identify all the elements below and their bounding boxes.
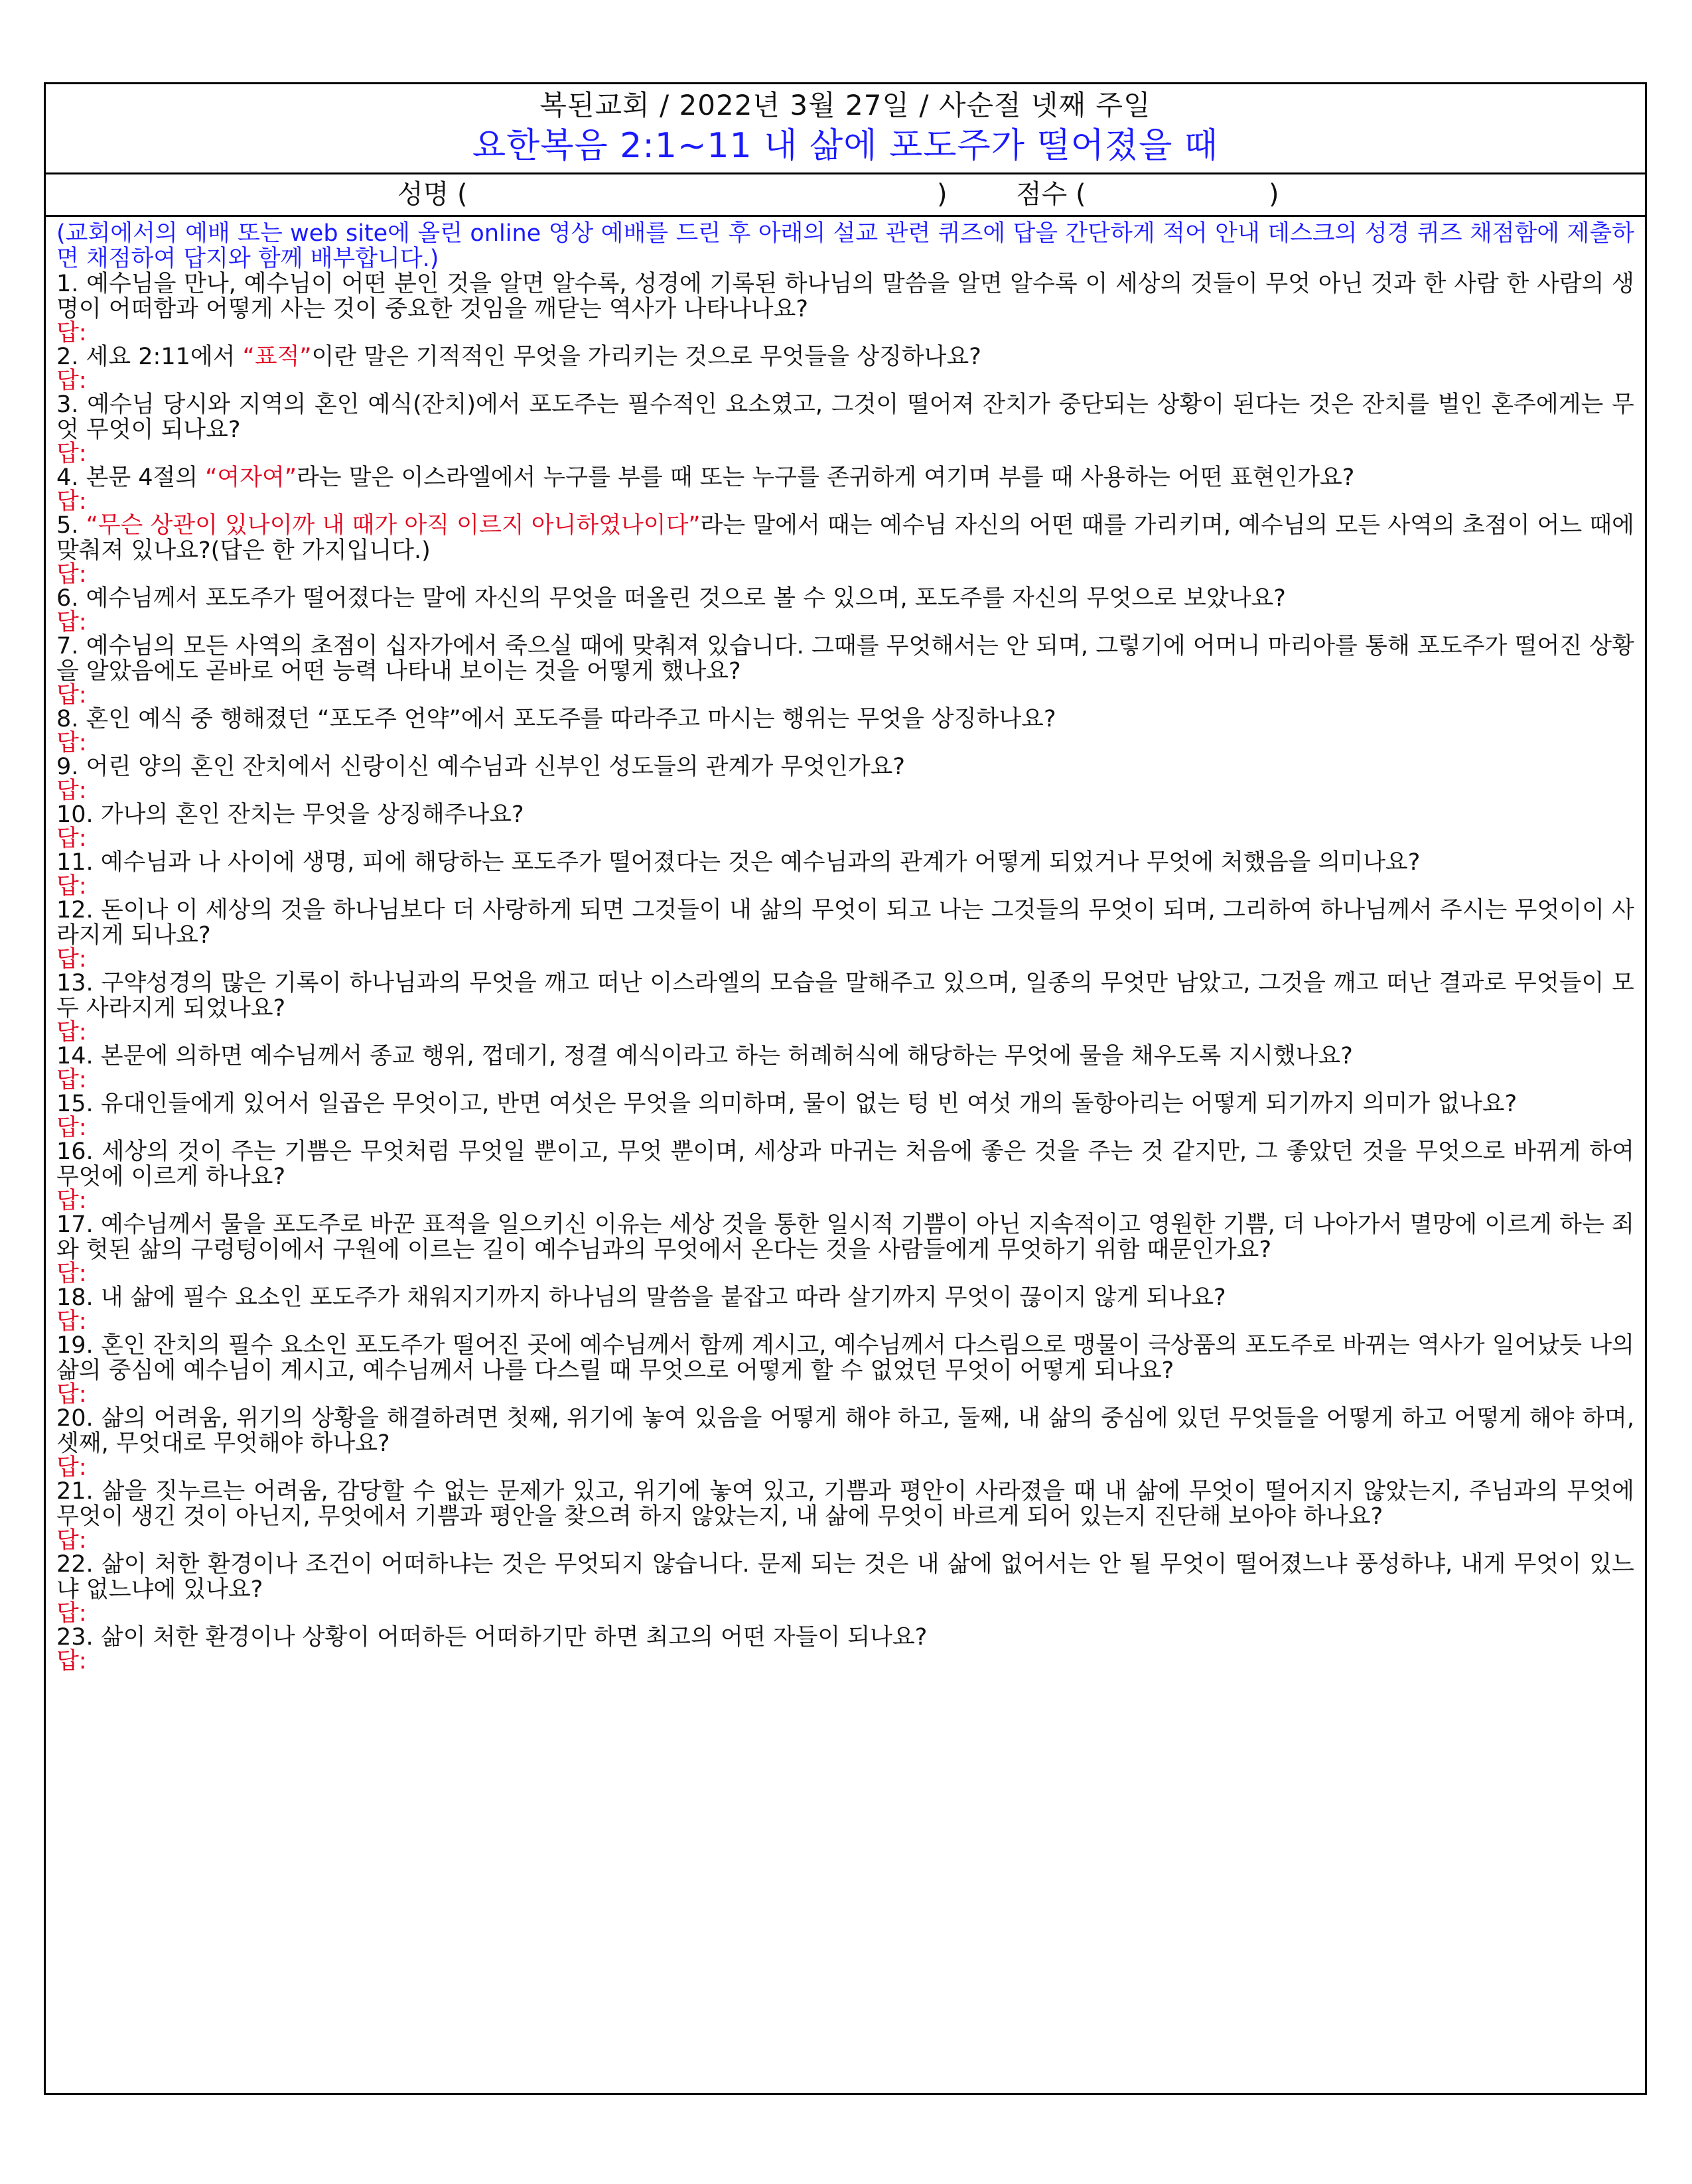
question-text: 10. 가나의 혼인 잔치는 무엇을 상징해주나요? [56, 801, 524, 828]
question-12 [56, 898, 1634, 948]
answer-label: 답: [56, 1381, 87, 1408]
question-16 [56, 1139, 1634, 1190]
question-text-rest: 라는 말에서 때는 예수님 자신의 어떤 때를 가리키며, 예수님의 모든 사역의 초점이 어느 때에 맞춰져 있나요?(답은 한 가지입니다.) [56, 512, 1634, 564]
answer-label: 답: [56, 730, 87, 756]
score-close: ) [1269, 179, 1279, 210]
answer-label: 답: [56, 1188, 87, 1214]
question-5 [56, 513, 1634, 563]
answer-label: 답: [56, 368, 87, 394]
answer-label: 답: [56, 1261, 87, 1287]
question-14 [56, 1044, 1634, 1069]
question-10 [56, 802, 1634, 827]
question-text: 20. 삶의 어려움, 위기의 상황을 해결하려면 첫째, 위기에 놓여 있음을 어떻게 해야 하고, 둘째, 내 삶의 중심에 있던 무엇들을 어떻게 하고 어떻게 해야 하며, 셋째, 무엇대로 무엇해야 하나요? [56, 1405, 1634, 1457]
question-text: 17. 예수님께서 물을 포도주로 바꾼 표적을 일으키신 이유는 세상 것을 통한 일시적 기쁨이 아닌 지속적이고 영원한 기쁨, 더 나아가서 멸망에 이르게 하는 죄와 헛된 삶의 구렁텅이에서 구원에 이르는 길이 예수님과의 무엇에서 온다는 것을 사람들에게 무엇하기 위함 때문인가요? [56, 1211, 1634, 1263]
question-6 [56, 586, 1634, 611]
question-text: 1. 예수님을 만나, 예수님이 어떤 분인 것을 알면 알수록, 성경에 기록된 하나님의 말씀을 알면 알수록 이 세상의 것들이 무엇 아닌 것과 한 사람 한 사람의 생명이 어떠함과 어떻게 사는 것이 중요한 것임을 깨닫는 역사가 나타나나요? [56, 271, 1634, 322]
question-text: 19. 혼인 잔치의 필수 요소인 포도주가 떨어진 곳에 예수님께서 함께 계시고, 예수님께서 다스림으로 맹물이 극상품의 포도주로 바뀌는 역사가 일어났듯 나의 삶의 중심에 예수님이 계시고, 예수님께서 나를 다스릴 때 무엇으로 어떻게 할 수 없었던 무엇이 어떻게 되나요? [56, 1332, 1634, 1384]
question-19 [56, 1333, 1634, 1383]
answer-label: 답: [56, 609, 87, 636]
question-21 [56, 1479, 1634, 1529]
answer-label: 답: [56, 946, 87, 973]
question-17 [56, 1212, 1634, 1263]
name-close: ) [937, 179, 948, 210]
answer-label: 답: [56, 1454, 87, 1481]
answer-label: 답: [56, 1600, 87, 1627]
answer-label: 답: [56, 682, 87, 709]
question-23 [56, 1625, 1634, 1650]
answer-label: 답: [56, 1308, 87, 1335]
question-13 [56, 971, 1634, 1021]
question-list [56, 271, 1634, 1672]
church-date-line: 복된교회 / 2022년 3월 27일 / 사순절 넷째 주일 [539, 89, 1151, 121]
highlighted-phrase: “표적” [242, 344, 312, 370]
answer-label: 답: [56, 488, 87, 515]
question-text: 16. 세상의 것이 주는 기쁨은 무엇처럼 무엇일 뿐이고, 무엇 뿐이며, 세상과 마귀는 처음에 좋은 것을 주는 것 같지만, 그 좋았던 것을 무엇으로 바뀌게 하여 무엇에 이르게 하나요? [56, 1138, 1634, 1190]
question-18 [56, 1285, 1634, 1310]
question-text: 21. 삶을 짓누르는 어려움, 감당할 수 없는 문제가 있고, 위기에 놓여 있고, 기쁨과 평안이 사라졌을 때 내 삶에 무엇이 떨어지지 않았는지, 주님과의 무엇에 무엇이 생긴 것이 아닌지, 무엇에서 기쁨과 평안을 찾으려 하지 않았는지, 내 삶에 무엇이 바르게 되어 있는지 진단해 보아야 하나요? [56, 1478, 1634, 1530]
answer-label: 답: [56, 825, 87, 852]
question-text: 9. 어린 양의 혼인 잔치에서 신랑이신 예수님과 신부인 성도들의 관계가 무엇인가요? [56, 754, 905, 780]
question-15 [56, 1091, 1634, 1117]
name-label: 성명 ( [397, 179, 468, 210]
answer-label: 답: [56, 561, 87, 588]
answer-label: 답: [56, 441, 87, 467]
score-label: 점수 ( [1016, 179, 1086, 210]
question-text: 8. 혼인 예식 중 행해졌던 “포도주 언약”에서 포도주를 따라주고 마시는 행위는 무엇을 상징하나요? [56, 706, 1056, 732]
question-7 [56, 634, 1634, 684]
question-text: 18. 내 삶에 필수 요소인 포도주가 채워지기까지 하나님의 말씀을 붙잡고 따라 살기까지 무엇이 끊이지 않게 되나요? [56, 1284, 1226, 1311]
question-text: 12. 돈이나 이 세상의 것을 하나님보다 더 사랑하게 되면 그것들이 내 삶의 무엇이 되고 나는 그것들의 무엇이 되며, 그리하여 하나님께서 주시는 무엇이이 사라지게 되나요? [56, 897, 1634, 949]
sermon-title: 요한복음 2:1~11 내 삶에 포도주가 떨어졌을 때 [472, 126, 1219, 166]
question-4 [56, 465, 1634, 490]
answer-label: 답: [56, 873, 87, 900]
question-text: 4. 본문 4절의 [56, 464, 206, 491]
question-text: 15. 유대인들에게 있어서 일곱은 무엇이고, 반면 여섯은 무엇을 의미하며, 물이 없는 텅 빈 여섯 개의 돌항아리는 어떻게 되기까지 의미가 없나요? [56, 1091, 1517, 1117]
question-20 [56, 1406, 1634, 1456]
question-text: 11. 예수님과 나 사이에 생명, 피에 해당하는 포도주가 떨어졌다는 것은 예수님과의 관계가 어떻게 되었거나 무엇에 처했음을 의미나요? [56, 849, 1421, 876]
question-3 [56, 392, 1634, 443]
question-22 [56, 1552, 1634, 1602]
sheet-header [46, 84, 1645, 174]
question-text: 2. 세요 2:11에서 [56, 344, 243, 370]
highlighted-phrase: “무슨 상관이 있나이까 내 때가 아직 이르지 아니하였나이다” [86, 512, 701, 539]
question-text: 5. [56, 512, 86, 539]
question-1 [56, 271, 1634, 322]
question-text: 6. 예수님께서 포도주가 떨어졌다는 말에 자신의 무엇을 떠올린 것으로 볼 수 있으며, 포도주를 자신의 무엇으로 보았나요? [56, 585, 1286, 612]
answer-label: 답: [56, 320, 87, 346]
question-9 [56, 754, 1634, 780]
question-text: 23. 삶이 처한 환경이나 상황이 어떠하든 어떠하기만 하면 최고의 어떤 자들이 되나요? [56, 1624, 928, 1651]
answer-label: 답: [56, 1527, 87, 1554]
name-score-row [46, 174, 1645, 217]
answer-label: 답: [56, 1648, 87, 1674]
answer-label: 답: [56, 778, 87, 804]
instructions: (교회에서의 예배 또는 web site에 올린 online 영상 예배를 드린 후 아래의 설교 관련 퀴즈에 답을 간단하게 적어 안내 데스크의 성경 퀴즈 채점함에 제출하면 채점하여 답지와 함께 배부합니다.) [56, 220, 1634, 272]
answer-label: 답: [56, 1067, 87, 1093]
question-text: 13. 구약성경의 많은 기록이 하나님과의 무엇을 깨고 떠난 이스라엘의 모습을 말해주고 있으며, 일종의 무엇만 남았고, 그것을 깨고 떠난 결과로 무엇들이 모두 사라지게 되었나요? [56, 970, 1634, 1022]
question-text: 22. 삶이 처한 환경이나 조건이 어떠하냐는 것은 무엇되지 않습니다. 문제 되는 것은 내 삶에 없어서는 안 될 무엇이 떨어졌느냐 풍성하냐, 내게 무엇이 있느냐 없느냐에 있나요? [56, 1551, 1634, 1603]
quiz-sheet [44, 82, 1647, 2095]
question-11 [56, 850, 1634, 875]
question-text: 14. 본문에 의하면 예수님께서 종교 행위, 껍데기, 정결 예식이라고 하는 허례허식에 해당하는 무엇에 물을 채우도록 지시했나요? [56, 1043, 1353, 1069]
question-text: 3. 예수님 당시와 지역의 혼인 예식(잔치)에서 포도주는 필수적인 요소였고, 그것이 떨어져 잔치가 중단되는 상황이 된다는 것은 잔치를 벌인 혼주에게는 무엇 무엇이 되나요? [56, 391, 1634, 443]
question-text-rest: 라는 말은 이스라엘에서 누구를 부를 때 또는 누구를 존귀하게 여기며 부를 때 사용하는 어떤 표현인가요? [296, 464, 1355, 491]
highlighted-phrase: “여자여” [205, 464, 297, 491]
question-2 [56, 344, 1634, 370]
question-text: 7. 예수님의 모든 사역의 초점이 십자가에서 죽으실 때에 맞춰져 있습니다. 그때를 무엇해서는 안 되며, 그렇기에 어머니 마리아를 통해 포도주가 떨어진 상황을 알았음에도 곧바로 어떤 능력 나타내 보이는 것을 어떻게 했나요? [56, 633, 1634, 685]
question-text-rest: 이란 말은 기적적인 무엇을 가리키는 것으로 무엇들을 상징하나요? [311, 344, 981, 370]
answer-label: 답: [56, 1115, 87, 1141]
question-8 [56, 707, 1634, 732]
quiz-content [46, 217, 1645, 1672]
answer-label: 답: [56, 1019, 87, 1046]
